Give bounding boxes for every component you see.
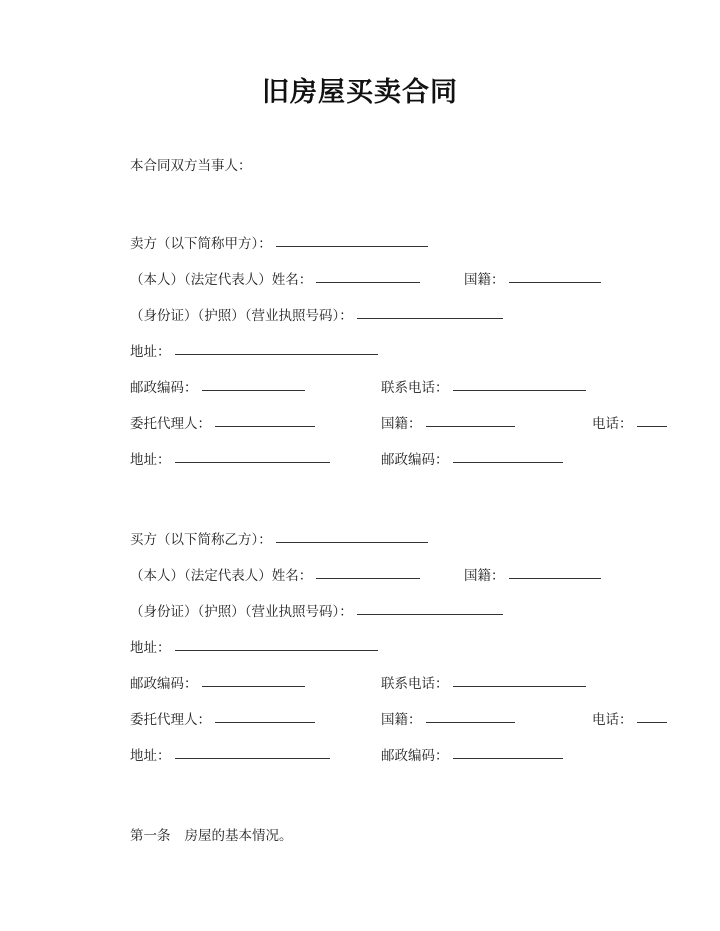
seller-agent-line — [130, 406, 720, 442]
seller-party-input[interactable] — [276, 231, 428, 247]
buyer-agent-nationality-input[interactable] — [426, 707, 515, 723]
buyer-phone-segment — [381, 666, 586, 702]
seller-address-label: 地址： — [130, 344, 171, 360]
buyer-agent-nationality-segment — [381, 702, 515, 738]
seller-name-label: （本人）（法定代表人）姓名： — [130, 272, 313, 288]
seller-address-segment — [130, 334, 378, 370]
buyer-postcode-label: 邮政编码： — [130, 676, 198, 692]
clause-item — [130, 818, 720, 854]
buyer-nationality-input[interactable] — [509, 563, 601, 579]
buyer-agent-postcode-input[interactable] — [453, 743, 563, 759]
buyer-id-input[interactable] — [357, 599, 503, 615]
seller-agent-address-line — [130, 442, 720, 478]
intro-label: 本合同双方当事人： — [130, 158, 252, 174]
seller-agent-postcode-label: 邮政编码： — [381, 452, 449, 468]
buyer-phone-input[interactable] — [453, 671, 586, 687]
seller-name-input[interactable] — [316, 267, 420, 283]
seller-postcode-input[interactable] — [202, 375, 305, 391]
seller-agent-postcode-input[interactable] — [453, 447, 563, 463]
seller-phone-label: 联系电话： — [381, 380, 449, 396]
buyer-agent-segment — [130, 702, 315, 738]
seller-agent-address-label: 地址： — [130, 452, 171, 468]
buyer-id-line — [130, 594, 720, 630]
seller-postcode-segment — [130, 370, 305, 406]
clause-number: 第一条 — [130, 828, 171, 844]
seller-phone-segment — [381, 370, 586, 406]
seller-agent-address-segment — [130, 442, 330, 478]
buyer-agent-address-input[interactable] — [175, 743, 330, 759]
buyer-agent-postcode-label: 邮政编码： — [381, 748, 449, 764]
seller-agent-address-input[interactable] — [175, 447, 330, 463]
buyer-name-input[interactable] — [316, 563, 420, 579]
buyer-nationality-segment — [464, 558, 601, 594]
seller-agent-segment — [130, 406, 315, 442]
page-title: 旧房屋买卖合同 — [262, 77, 458, 108]
buyer-phone-label: 联系电话： — [381, 676, 449, 692]
buyer-party-input[interactable] — [276, 527, 428, 543]
buyer-address-input[interactable] — [175, 635, 378, 651]
seller-name-line — [130, 262, 720, 298]
intro-line — [130, 148, 720, 184]
seller-id-line — [130, 298, 720, 334]
seller-name-segment — [130, 262, 420, 298]
buyer-postcode-segment — [130, 666, 305, 702]
buyer-agent-phone-segment — [592, 702, 667, 738]
buyer-address-segment — [130, 630, 378, 666]
buyer-postcode-input[interactable] — [202, 671, 305, 687]
seller-agent-input[interactable] — [215, 411, 315, 427]
buyer-name-label: （本人）（法定代表人）姓名： — [130, 568, 313, 584]
clause-text: 房屋的基本情况。 — [184, 828, 293, 844]
seller-agent-phone-segment — [592, 406, 667, 442]
seller-nationality-label: 国籍： — [464, 272, 505, 288]
buyer-agent-address-line — [130, 738, 720, 774]
buyer-agent-input[interactable] — [215, 707, 315, 723]
seller-agent-phone-input[interactable] — [637, 411, 667, 427]
seller-nationality-segment — [464, 262, 601, 298]
seller-phone-input[interactable] — [453, 375, 586, 391]
buyer-name-line — [130, 558, 720, 594]
buyer-party-label: 买方（以下简称乙方）： — [130, 532, 272, 548]
buyer-party-line — [130, 522, 720, 558]
buyer-address-line — [130, 630, 720, 666]
seller-postcode-label: 邮政编码： — [130, 380, 198, 396]
seller-party-segment — [130, 226, 428, 262]
buyer-agent-label: 委托代理人： — [130, 712, 211, 728]
buyer-agent-phone-label: 电话： — [592, 712, 633, 728]
buyer-agent-postcode-segment — [381, 738, 563, 774]
seller-party-line — [130, 226, 720, 262]
seller-agent-postcode-segment — [381, 442, 563, 478]
buyer-name-segment — [130, 558, 420, 594]
seller-party-label: 卖方（以下简称甲方）： — [130, 236, 272, 252]
seller-nationality-input[interactable] — [509, 267, 601, 283]
seller-address-input[interactable] — [175, 339, 378, 355]
buyer-agent-address-label: 地址： — [130, 748, 171, 764]
buyer-address-label: 地址： — [130, 640, 171, 656]
seller-agent-label: 委托代理人： — [130, 416, 211, 432]
buyer-party-segment — [130, 522, 428, 558]
buyer-agent-nationality-label: 国籍： — [381, 712, 422, 728]
seller-postcode-phone-line — [130, 370, 720, 406]
buyer-id-segment — [130, 594, 503, 630]
buyer-id-label: （身份证）（护照）（营业执照号码）： — [130, 604, 353, 620]
buyer-nationality-label: 国籍： — [464, 568, 505, 584]
seller-id-input[interactable] — [357, 303, 503, 319]
seller-address-line — [130, 334, 720, 370]
buyer-agent-address-segment — [130, 738, 330, 774]
seller-agent-nationality-segment — [381, 406, 515, 442]
buyer-postcode-phone-line — [130, 666, 720, 702]
seller-agent-nationality-input[interactable] — [426, 411, 515, 427]
buyer-agent-line — [130, 702, 720, 738]
seller-id-label: （身份证）（护照）（营业执照号码）： — [130, 308, 353, 324]
contract-body — [130, 148, 720, 854]
intro-text-segment — [130, 148, 252, 184]
seller-agent-phone-label: 电话： — [592, 416, 633, 432]
buyer-agent-phone-input[interactable] — [637, 707, 667, 723]
seller-id-segment — [130, 298, 503, 334]
seller-agent-nationality-label: 国籍： — [381, 416, 422, 432]
